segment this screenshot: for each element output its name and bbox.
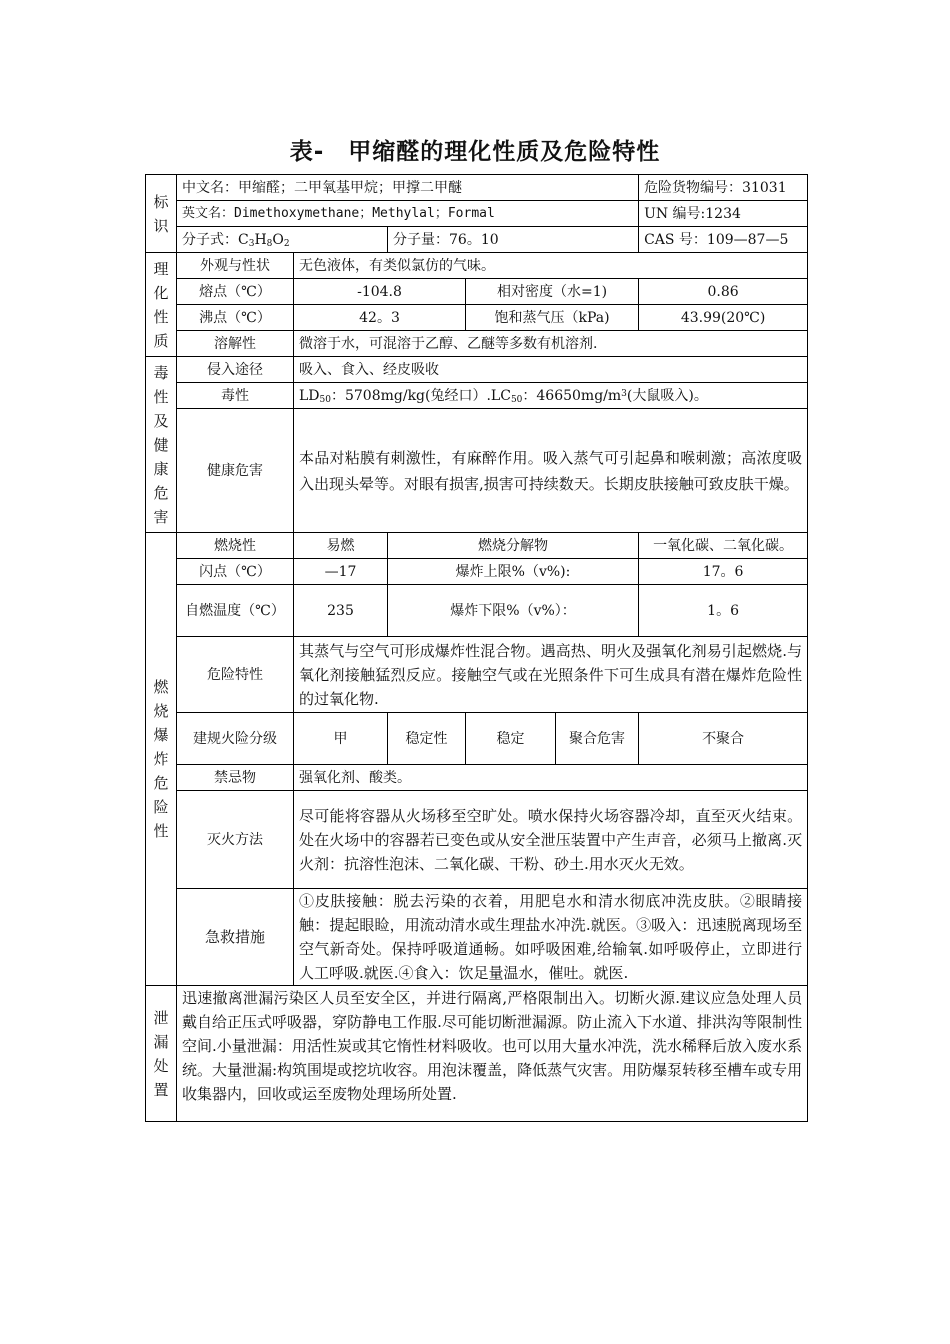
toxicity-value: $LD_{50}$：5708mg/kg(兔经口）$.LC_{50}$：$46650mg/m^3$(大鼠吸入)。 — [294, 383, 808, 409]
upper-limit-value: 17。6 — [639, 559, 808, 585]
route-value: 吸入、食入、经皮吸收 — [294, 357, 808, 383]
cas-number: CAS 号：109—87—5 — [639, 227, 808, 253]
health-hazard-label: 健康危害 — [177, 409, 294, 533]
vapor-pressure-label: 饱和蒸气压（kPa) — [466, 305, 639, 331]
section-physchem: 理化性质 — [146, 253, 177, 357]
health-hazard-value: 本品对粘膜有刺激性，有麻醉作用。吸入蒸气可引起鼻和喉刺激；高浓度吸入出现头晕等。对眼有损害,损害可持续数天。长期皮肤接触可致皮肤干燥。 — [294, 409, 808, 533]
decomposition-label: 燃烧分解物 — [388, 533, 639, 559]
boiling-point-label: 沸点（℃） — [177, 305, 294, 331]
melting-point-label: 熔点（℃） — [177, 279, 294, 305]
polymerization-label: 聚合危害 — [556, 713, 639, 765]
appearance-value: 无色液体，有类似氯仿的气味。 — [294, 253, 808, 279]
incompatible-label: 禁忌物 — [177, 765, 294, 791]
relative-density-value: 0.86 — [639, 279, 808, 305]
incompatible-value: 强氧化剂、酸类。 — [294, 765, 808, 791]
section-first-aid: 急救措施 — [177, 889, 294, 986]
lower-limit-label: 爆炸下限%（v%）： — [388, 585, 639, 637]
route-label: 侵入途径 — [177, 357, 294, 383]
extinguishing-label: 灭火方法 — [177, 791, 294, 889]
molecular-formula: 分子式：$C_3H_8O_2$ — [177, 227, 388, 253]
autoignition-label: 自燃温度（℃） — [177, 585, 294, 637]
boiling-point-value: 42。3 — [294, 305, 466, 331]
dangerous-goods-number: 危险货物编号：31031 — [639, 175, 808, 201]
stability-label: 稳定性 — [388, 713, 466, 765]
hazard-characteristics-label: 危险特性 — [177, 637, 294, 713]
chinese-name: 中文名：甲缩醛；二甲氧基甲烷；甲撑二甲醚 — [177, 175, 639, 201]
extinguishing-value: 尽可能将容器从火场移至空旷处。喷水保持火场容器冷却，直至灭火结束。处在火场中的容器若已变色或从安全泄压装置中产生声音，必须马上撤离.灭火剂：抗溶性泡沫、二氧化碳、干粉、砂土.用水灭火无效。 — [294, 791, 808, 889]
section-fire-explosion: 燃烧爆炸危险性 — [146, 533, 177, 986]
hazard-characteristics-value: 其蒸气与空气可形成爆炸性混合物。遇高热、明火及强氧化剂易引起燃烧.与氧化剂接触猛烈反应。接触空气或在光照条件下可生成具有潜在爆炸危险性的过氧化物. — [294, 637, 808, 713]
flash-point-label: 闪点（℃） — [177, 559, 294, 585]
appearance-label: 外观与性状 — [177, 253, 294, 279]
relative-density-label: 相对密度（水=1) — [466, 279, 639, 305]
polymerization-value: 不聚合 — [639, 713, 808, 765]
solubility-value: 微溶于水，可混溶于乙醇、乙醚等多数有机溶剂. — [294, 331, 808, 357]
section-toxicity: 毒性及健康危害 — [146, 357, 177, 533]
decomposition-value: 一氧化碳、二氧化碳。 — [639, 533, 808, 559]
section-leak-disposal: 泄漏处置 — [146, 986, 177, 1122]
page-title: 表- 甲缩醛的理化性质及危险特性 — [289, 139, 661, 165]
flash-point-value: —17 — [294, 559, 388, 585]
lower-limit-value: 1。6 — [639, 585, 808, 637]
fire-class-value: 甲 — [294, 713, 388, 765]
vapor-pressure-value: 43.99(20℃) — [639, 305, 808, 331]
molecular-weight: 分子量：76。10 — [388, 227, 639, 253]
first-aid-value: ①皮肤接触：脱去污染的衣着，用肥皂水和清水彻底冲洗皮肤。②眼睛接触：提起眼睑，用流动清水或生理盐水冲洗.就医。③吸入：迅速脱离现场至空气新奇处。保持呼吸道通畅。如呼吸困难,给输氧.如呼吸停止，立即进行人工呼吸.就医.④食入：饮足量温水，催吐。就医. — [294, 889, 808, 986]
english-name: 英文名：Dimethoxymethane；Methylal；Formal — [177, 201, 639, 227]
section-identification: 标识 — [146, 175, 177, 253]
leak-disposal-value: 迅速撤离泄漏污染区人员至安全区，并进行隔离,严格限制出入。切断火源.建议应急处理人员戴自给正压式呼吸器，穿防静电工作服.尽可能切断泄漏源。防止流入下水道、排洪沟等限制性空间.小量泄漏：用活性炭或其它惰性材料吸收。也可以用大量水冲洗，洗水稀释后放入废水系统。大量泄漏:构筑围堤或挖坑收容。用泡沫覆盖，降低蒸气灾害。用防爆泵转移至槽车或专用收集器内，回收或运至废物处理场所处置. — [177, 986, 808, 1122]
flammability-value: 易燃 — [294, 533, 388, 559]
upper-limit-label: 爆炸上限%（v%): — [388, 559, 639, 585]
msds-table — [145, 174, 808, 1122]
autoignition-value: 235 — [294, 585, 388, 637]
fire-class-label: 建规火险分级 — [177, 713, 294, 765]
toxicity-label: 毒性 — [177, 383, 294, 409]
stability-value: 稳定 — [466, 713, 556, 765]
melting-point-value: -104.8 — [294, 279, 466, 305]
solubility-label: 溶解性 — [177, 331, 294, 357]
flammability-label: 燃烧性 — [177, 533, 294, 559]
un-number: UN 编号:1234 — [639, 201, 808, 227]
